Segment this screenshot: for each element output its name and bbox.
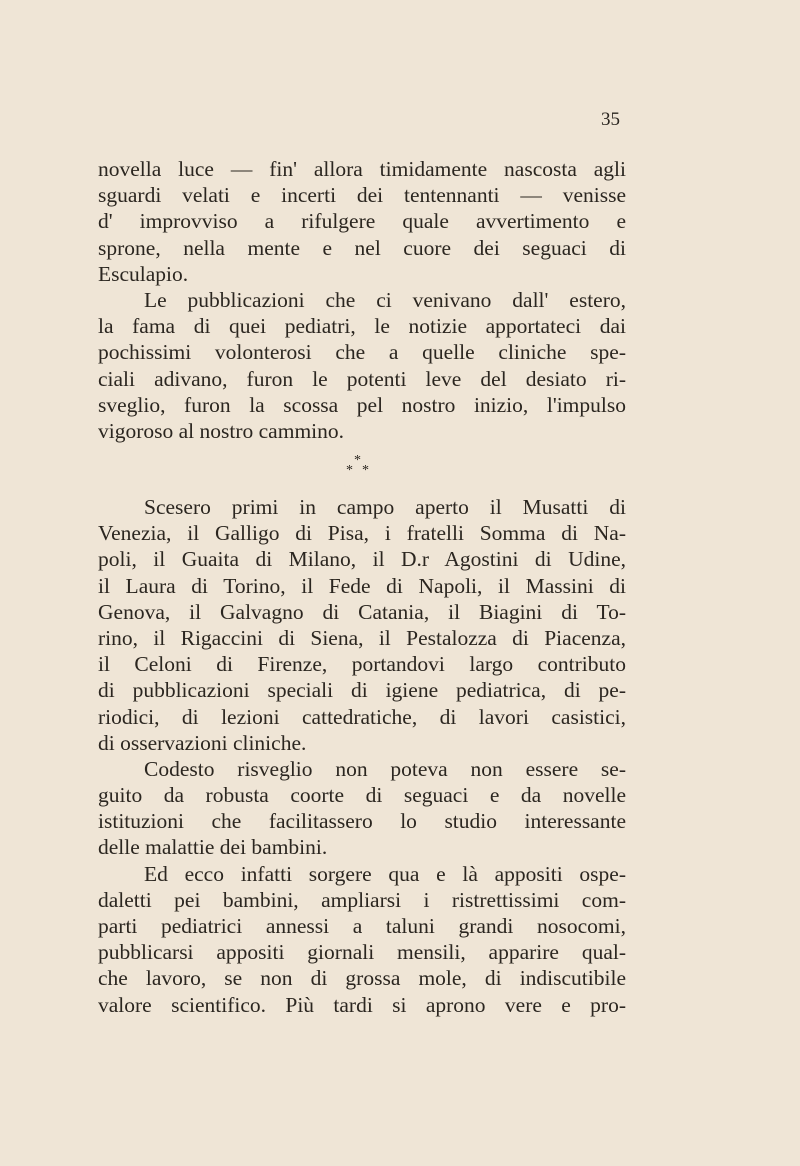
text-line: rino, il Rigaccini di Siena, il Pestalozza di Piacenza, — [98, 625, 626, 650]
text-line: Esculapio. — [98, 261, 189, 286]
text-line: che lavoro, se non di grossa mole, di indiscutibile — [98, 966, 626, 991]
page-number: 35 — [601, 109, 620, 130]
text-line: Scesero primi in campo aperto il Musatti di — [144, 495, 626, 519]
asterism-star: * — [346, 463, 353, 478]
text-line: Genova, il Galvagno di Catania, il Biagini di To- — [98, 599, 626, 624]
text-line: ciali adivano, furon le potenti leve del desiato ri- — [98, 366, 626, 391]
paragraph-block-2 — [98, 494, 626, 1018]
text-line: Venezia, il Galligo di Pisa, i fratelli Somma di Na- — [98, 521, 626, 546]
text-line: valore scientifico. Più tardi si aprono vere e pro- — [98, 992, 626, 1017]
text-line: riodici, di lezioni cattedratiche, di lavori casistici, — [98, 704, 626, 729]
text-line: Le pubblicazioni che ci venivano dall' estero, — [144, 287, 626, 312]
text-line: guito da robusta coorte di seguaci e da novelle — [98, 783, 626, 808]
text-line: pochissimi volonterosi che a quelle cliniche spe- — [98, 340, 626, 365]
text-line: novella luce — fin' allora timidamente nascosta agli — [98, 157, 626, 181]
text-line: istituzioni che facilitassero lo studio interessante — [98, 809, 626, 834]
text-line: poli, il Guaita di Milano, il D.r Agostini di Udine, — [98, 547, 626, 572]
text-line: di pubblicazioni speciali di igiene pediatrica, di pe- — [98, 678, 626, 703]
asterism-star: * — [362, 463, 369, 478]
text-line: delle malattie dei bambini. — [98, 835, 328, 860]
text-line: sveglio, furon la scossa pel nostro inizio, l'impulso — [98, 392, 626, 417]
paragraph-block-1 — [98, 156, 626, 444]
text-line: d' improvviso a rifulgere quale avvertimento e — [98, 209, 626, 234]
text-line: Codesto risveglio non poteva non essere se- — [144, 756, 626, 781]
asterism-star: * — [354, 453, 361, 468]
text-line: il Celoni di Firenze, portandovi largo contributo — [98, 652, 626, 677]
text-line: sprone, nella mente e nel cuore dei seguaci di — [98, 235, 626, 260]
text-line: il Laura di Torino, il Fede di Napoli, il Massini di — [98, 573, 626, 598]
text-line: di osservazioni cliniche. — [98, 730, 307, 755]
text-line: daletti pei bambini, ampliarsi i ristrettissimi com- — [98, 887, 626, 912]
text-line: Ed ecco infatti sorgere qua e là appositi ospe- — [144, 861, 626, 886]
text-line: vigoroso al nostro cammino. — [98, 418, 345, 443]
text-line: la fama di quei pediatri, le notizie apportateci dai — [98, 314, 626, 339]
text-line: pubblicarsi appositi giornali mensili, apparire qual- — [98, 940, 626, 965]
text-line: parti pediatrici annessi a taluni grandi nosocomi, — [98, 914, 626, 938]
text-line: sguardi velati e incerti dei tentennanti — venisse — [98, 183, 626, 208]
